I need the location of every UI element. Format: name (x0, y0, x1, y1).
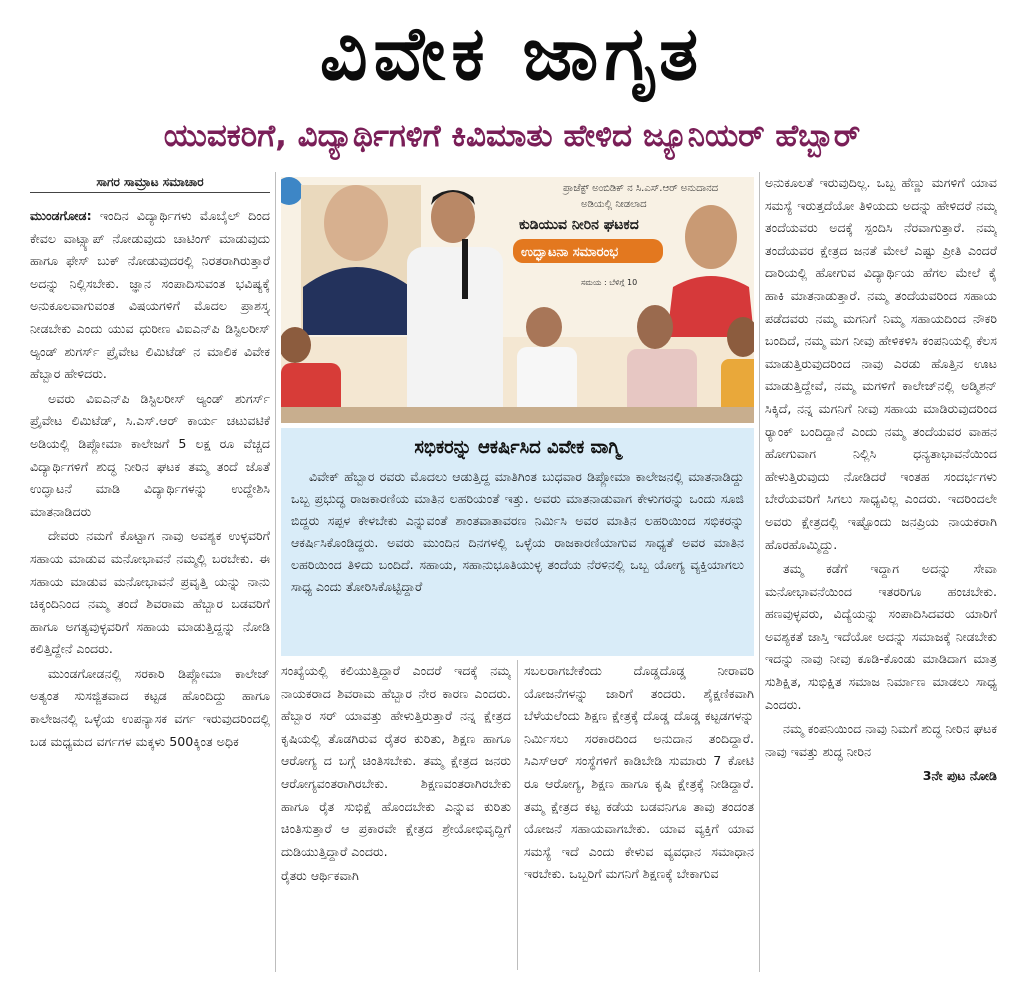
banner-line-2: ಅಡಿಯಲ್ಲಿ ನೀಡಲಾದ (581, 199, 647, 210)
article-paragraph: ತಮ್ಮ ಕಡೆಗೆ ಇದ್ದಾಗ ಅದನ್ನು ಸೇವಾ ಮನೋಭಾವನೆಯಿಂದ ಇತರರಿಗೂ ಹಂಚಬೇಕು. ಹಣವುಳ್ಳವರು, ವಿದ್ಯೆಯನ್ನು ಸಂಪಾದಿಸಿದವರು ಯಾರಿಗೆ ಅವಶ್ಯಕತೆ ಜಾಸ್ತಿ ಇದೆಯೋ ಅದನ್ನು ಸಮಾಜಕ್ಕೆ ನೀಡಬೇಕು ಇದನ್ನು ನಾವು ನೀವು ಕೂಡಿ-ಕೊಂಡು ಮಾಡಿದಾಗ ಮಾತ್ರ ಸುಶಿಕ್ಷಿತ, ಸುಭಿಕ್ಷಿತ ಸಮಾಜ ನಿರ್ಮಾಣ ಮಾಡಲು ಸಾಧ್ಯ ಎಂದರು. (765, 561, 997, 712)
article-column-2 (281, 660, 511, 970)
article-column-1 (30, 172, 270, 977)
banner-line-5: ಸಮಯ : ಬೆಳಿಗ್ಗೆ 10 (581, 278, 638, 287)
article-paragraph: ಸಂಖ್ಯೆಯಲ್ಲಿ ಕಲಿಯುತ್ತಿದ್ದಾರೆ ಎಂದರೆ ಇದಕ್ಕೆ ನಮ್ಮ ನಾಯಕರಾದ ಶಿವರಾಮ ಹೆಬ್ಬಾರ ನೇರ ಕಾರಣ ಎಂದರು. ಹೆಬ್ಬಾರ ಸರ್ ಯಾವತ್ತು ಹೇಳುತ್ತಿರುತ್ತಾರೆ ನನ್ನ ಕ್ಷೇತ್ರದ ಕೃಷಿಯಲ್ಲಿ ತೊಡಗಿರುವ ರೈತರ ಕುರಿತು, ಶಿಕ್ಷಣ ಹಾಗೂ ಆರೋಗ್ಯ ದ ಬಗ್ಗೆ ಚಿಂತಿಸಬೇಕು. ತಮ್ಮ ಕ್ಷೇತ್ರದ ಜನರು ಆರೋಗ್ಯವಂತರಾಗಿರಬೇಕು. ಶಿಕ್ಷಣವಂತರಾಗಿರಬೇಕು ಹಾಗೂ ರೈತ ಸುಭಿಕ್ಷೆ ಹೊಂದಬೇಕು ಎನ್ನುವ ಕುರಿತು ಚಿಂತಿಸುತ್ತಾರೆ ಆ ಪ್ರಕಾರವೇ ಕ್ಷೇತ್ರದ ಶ್ರೇಯೋಭಿವೃದ್ದಿಗೆ ದುಡಿಯುತ್ತಿದ್ದಾರೆ ಎಂದರು. (281, 663, 511, 859)
article-column-4 (765, 172, 997, 962)
banner-line-3: ಕುಡಿಯುವ ನೀರಿನ ಘಟಕದ (519, 217, 639, 233)
article-paragraph: ರೈತರು ಆರ್ಥಿಕವಾಗಿ (281, 868, 359, 884)
banner-line-4: ಉದ್ಘಾಟನಾ ಸಮಾರಂಭ (521, 245, 619, 260)
event-photo (281, 177, 754, 423)
article-paragraph: ಅನುಕೂಲತೆ ಇರುವುದಿಲ್ಲ. ಒಬ್ಬ ಹೆಣ್ಣು ಮಗಳಿಗೆ ಯಾವ ಸಮಸ್ಯೆ ಇರುತ್ತದೆಯೋ ತಿಳಿಯದು ಅದನ್ನು ಹೇಳಿದರೆ ನಮ್ಮ ತಂದೆಯವರು ಅದಕ್ಕೆ ಸ್ಪಂದಿಸಿ ನೆರವಾಗುತ್ತಾರೆ. ನಮ್ಮ ತಂದೆಯವರ ಕ್ಷೇತ್ರದ ಜನತೆ ಮೇಲೆ ಎಷ್ಟು ಪ್ರೀತಿ ಎಂದರೆ ದಾರಿಯಲ್ಲಿ ಹೋಗುವ ವಿದ್ಯಾರ್ಥಿಯ ಹೆಗಲ ಮೇಲೆ ಕೈ ಹಾಕಿ ಮಾತನಾಡುತ್ತಾರೆ. ನಮ್ಮ ತಂದೆಯವರಿಂದ ಸಹಾಯ ಪಡೆದವರು ನಮ್ಮ ಮಗನಿಗೆ ನಿಮ್ಮ ಸಹಾಯದಿಂದ ನೌಕರಿ ಬಂದಿದೆ, ನಮ್ಮ ಮಗ ನೀವು ಹೇಳಿಕಳಿಸಿ ಕಂಪನಿಯಲ್ಲಿ ಕೆಲಸ ಮಾಡುತ್ತಿರುವುದರಿಂದ ನಾವು ಎರಡು ಹೊತ್ತಿನ ಊಟ ಮಾಡುತ್ತಿದ್ದೇವೆ, ನಮ್ಮ ಮಗಳಿಗೆ ಕಾಲೇಜ್‌ನಲ್ಲಿ ಅಡ್ಮಿಶನ್ ಸಿಕ್ಕಿದೆ, ನನ್ನ ಮಗನಿಗೆ ನೀವು ಸಹಾಯ ಮಾಡಿರುವುದರಿಂದ ರ‍್ಯಾಂಕ್ ಬಂದಿದ್ದಾನೆ ಎಂದು ನಮ್ಮ ತಂದೆಯವರ ವಾಹನ ಹೋಗುವಾಗ ನಿಲ್ಲಿಸಿ ಧನ್ಯತಾಭಾವನೆಯಿಂದ ಹೇಳುತ್ತಿರುವುದು ನೋಡಿದರೆ ಇಂತಹ ಸಂದರ್ಭಗಳು ಬೇರೆಯವರಿಗೆ ಸಿಗಲು ಸಾಧ್ಯವಿಲ್ಲ ಎಂದರು. ಇದರಿಂದಲೇ ಅವರು ಕ್ಷೇತ್ರದಲ್ಲಿ ಇಷ್ಟೊಂದು ಜನಪ್ರಿಯ ನಾಯಕರಾಗಿ ಹೊರಹೊಮ್ಮಿದ್ದು. (765, 175, 997, 552)
dateline: ಮುಂಡಗೋಡ: (30, 208, 92, 223)
column-divider (517, 660, 518, 970)
article-paragraph: ಮುಂಡಗೋಡನಲ್ಲಿ ಸರಕಾರಿ ಡಿಪ್ಲೋಮಾ ಕಾಲೇಜ್ ಅತ್ಯಂತ ಸುಸಜ್ಜಿತವಾದ ಕಟ್ಟಡ ಹೊಂದಿದ್ದು ಹಾಗೂ ಕಾಲೇಜನಲ್ಲಿ ಒಳ್ಳೆಯ ಉಪನ್ಯಾಸಕ ವರ್ಗ ಇರುವುದರಿಂದಲ್ಲಿ ಬಡ ಮಧ್ಯಮದ ವರ್ಗಗಳ ಮಕ್ಕಳು 500ಕ್ಕಿಂತ ಅಧಿಕ (30, 665, 270, 749)
paragraph-text: ಇಂದಿನ ವಿದ್ಯಾರ್ಥಿಗಳು ಮೊಬೈಲ್ ದಿಂದ ಕೇವಲ ವಾಟ್ಸ್ಯಾಪ್ ನೋಡುವುದು ಚಾಟಿಂಗ್ ಮಾಡುವುದು ಹಾಗೂ ಫೇಸ್ ಬುಕ್ ನೋಡುವುದರಲ್ಲಿ ನಿರತರಾಗಿರುತ್ತಾರೆ ಅದನ್ನು ನಿಲ್ಲಿಸಬೇಕು. ಜ್ಞಾನ ಸಂಪಾದಿಸುವಂತ ಭವಿಷ್ಯಕ್ಕೆ ಅನುಕೂಲವಾಗುವಂತ ವಿಷಯಗಳಿಗೆ ಮೊದಲ ಪ್ರಾಶಸ್ತ್ಯ ನೀಡಬೇಕು ಎಂದು ಯುವ ಧುರೀಣ ವಿಐಎನ್‌ಪಿ ಡಿಸ್ಟಿಲರೀಸ್ ಅ್ಯಂಡ್ ಶುಗರ್ಸ್ ಪ್ರೈವೇಟ ಲಿಮಿಟೆಡ್ ನ ಮಾಲಿಕ ವಿವೇಕ ಹೆಬ್ಬಾರ ಹೇಳಿದರು. (30, 208, 270, 382)
event-photo-illustration (281, 177, 754, 423)
byline: ಸಾಗರ ಸಾಮ್ರಾಟ ಸಮಾಚಾರ (30, 172, 270, 193)
masthead-title: ವಿವೇಕ ಜಾಗೃತ (319, 11, 705, 97)
article-paragraph: ನಮ್ಮ ಕಂಪನಿಯಿಂದ ನಾವು ನಿಮಗೆ ಶುದ್ಧ ನೀರಿನ ಘಟಕ ನಾವು ಇವತ್ತು ಶುದ್ಧ ನೀರಿನ (765, 721, 997, 759)
article-paragraph: ಅವರು ವಿಐಎನ್‌ಪಿ ಡಿಸ್ಟಿಲರೀಸ್ ಅ್ಯಂಡ್ ಶುಗರ್ಸ್ ಪ್ರೈವೇಟ ಲಿಮಿಟೆಡ್, ಸಿ.ಎಸ್.ಆರ್ ಕಾರ್ಯ ಚಟುವಟಿಕೆ ಅಡಿಯಲ್ಲಿ ಡಿಪ್ಲೋಮಾ ಕಾಲೇಜಗೆ 5 ಲಕ್ಷ ರೂ ವೆಚ್ಚದ ವಿದ್ಯಾರ್ಥಿಗಳಿಗೆ ಶುದ್ಧ ನೀರಿನ ಘಟಕ ತಮ್ಮ ತಂದೆ ಜೊತೆ ಉದ್ಘಾಟನೆ ಮಾಡಿ ವಿದ್ಯಾರ್ಥಿಗಳನ್ನು ಉದ್ದೇಶಿಸಿ ಮಾತನಾಡಿದರು (30, 390, 270, 519)
article-paragraph: ದೇವರು ನಮಗೆ ಕೊಟ್ಟಾಗ ನಾವು ಅವಶ್ಯಕ ಉಳ್ಳವರಿಗೆ ಸಹಾಯ ಮಾಡುವ ಮನೋಭಾವನೆ ನಮ್ಮಲ್ಲಿ ಬರಬೇಕು. ಈ ಸಹಾಯ ಮಾಡುವ ಮನೋಭಾವನೆ ಪ್ರವೃತ್ತಿ ಯನ್ನು ನಾನು ಚಿಕ್ಕಂದಿನಿಂದ ನಮ್ಮ ತಂದೆ ಶಿವರಾಮ ಹೆಬ್ಬಾರ ಬಡವರಿಗೆ ಹಾಗೂ ಅಗತ್ಯವುಳ್ಳವರಿಗೆ ಸಹಾಯ ಮಾಡುತ್ತಿದ್ದನ್ನು ನೋಡಿ ಕಲಿತ್ತಿದ್ದೇನೆ ಎಂದರು. (30, 528, 270, 657)
banner-line-1: ಪ್ರಾಜೆಕ್ಟ್ ಅಂಬಿಡಿಕ್ ನ ಸಿ.ಎಸ್.ಆರ್ ಅನುದಾನದ (563, 183, 719, 194)
continued-on-page: 3ನೇ ಪುಟ ನೋಡಿ (922, 768, 997, 784)
highlight-box (281, 428, 754, 656)
article-paragraph (30, 205, 270, 386)
column-divider (759, 172, 760, 972)
article-paragraph: ಸಬಲರಾಗಬೇಕೆಂದು ದೊಡ್ಡದೊಡ್ಡ ನೀರಾವರಿ ಯೋಜನೆಗಳನ್ನು ಜಾರಿಗೆ ತಂದರು. ಶೈಕ್ಷಣಿಕವಾಗಿ ಬೆಳೆಯಲೆಂದು ಶಿಕ್ಷಣ ಕ್ಷೇತ್ರಕ್ಕೆ ದೊಡ್ಡ ದೊಡ್ಡ ಕಟ್ಟಡಗಳನ್ನು ನಿರ್ಮಿಸಲು ಸರಕಾರದಿಂದ ಅನುದಾನ ತಂದಿದ್ದಾರೆ. ಸಿಎಸ್‌ಆರ್ ಸಂಸ್ಥೆಗಳಿಗೆ ಕಾಡಿಬೇಡಿ ಸುಮಾರು 7 ಕೋಟಿ ರೂ ಆರೋಗ್ಯ, ಶಿಕ್ಷಣ ಹಾಗೂ ಕೃಷಿ ಕ್ಷೇತ್ರಕ್ಕೆ ನೀಡಿದ್ದಾರೆ. ತಮ್ಮ ಕ್ಷೇತ್ರದ ಕಟ್ಟ ಕಡೆಯ ಬಡವನಿಗೂ ತಾವು ತಂದಂತ ಯೋಜನೆ ಸಹಾಯವಾಗಬೇಕು. ಯಾವ ವ್ಯಕ್ತಿಗೆ ಯಾವ ಸಮಸ್ಯೆ ಇದೆ ಎಂದು ಕೇಳುವ ವ್ಯವಧಾನ ಸಮಾಧಾನ ಇರಬೇಕು. ಒಬ್ಬರಿಗೆ ಮಗನಿಗೆ ಶಿಕ್ಷಣಕ್ಕೆ ಬೇಕಾಗುವ (524, 663, 754, 882)
highlight-box-title: ಸಭಿಕರನ್ನು ಆಕರ್ಷಿಸಿದ ವಿವೇಕ ವಾಗ್ಮಿ (414, 437, 621, 458)
column-divider (275, 172, 276, 972)
article-column-3 (524, 660, 754, 970)
headline: ಯುವಕರಿಗೆ, ವಿದ್ಯಾರ್ಥಿಗಳಿಗೆ ಕಿವಿಮಾತು ಹೇಳಿದ ಜ್ಯೂನಿಯರ್ ಹೆಬ್ಬಾರ್ (163, 118, 861, 154)
highlight-box-text: ವಿವೇಕ್ ಹೆಬ್ಬಾರ ರವರು ಮೊದಲು ಆಡುತ್ತಿದ್ದ ಮಾತಿಗಿಂತ ಬುಧವಾರ ಡಿಪ್ಲೋಮಾ ಕಾಲೇಜನಲ್ಲಿ ಮಾತನಾಡಿದ್ದು ಒಬ್ಬ ಪ್ರಭುದ್ಧ ರಾಜಕಾರಣಿಯ ಮಾತಿನ ಲಹರಿಯಂತೆ ಇತ್ತು. ಅವರು ಮಾತನಾಡುವಾಗ ಕೇಳುಗರನ್ನು ಒಂದು ಸೂಜಿ ಬಿದ್ದರು ಸಪ್ಪಳ ಕೇಳಬೇಕು ಎನ್ನುವಂತೆ ಶಾಂತವಾತಾವರಣ ನಿರ್ಮಿಸಿ ಅವರ ಮಾತಿನ ಲಹರಿಯಿಂದ ಸಭಿಕರನ್ನು ಆಕರ್ಷಿಸಿಕೊಂಡಿದ್ದರು. ಅವರು ಮುಂದಿನ ದಿನಗಳಲ್ಲಿ ಒಳ್ಳೆಯ ರಾಜಕಾರಣಿಯಾಗುವ ಸಾಧ್ಯತೆ ಅವರ ಮಾತಿನ ಲಹರಿಯಿಂದ ತಿಳಿದು ಬಂದಿದೆ. ಸಹಾಯ, ಸಹಾನುಭೂತಿಯುಳ್ಳ ತಂದೆಯ ನೆರಳಿನಲ್ಲಿ ಒಬ್ಬ ಯೋಗ್ಯ ವ್ಯಕ್ತಿಯಾಗಲು ಸಾಧ್ಯ ಎಂದು ತೋರಿಸಿಕೊಟ್ಟಿದ್ದಾರೆ (291, 469, 744, 594)
